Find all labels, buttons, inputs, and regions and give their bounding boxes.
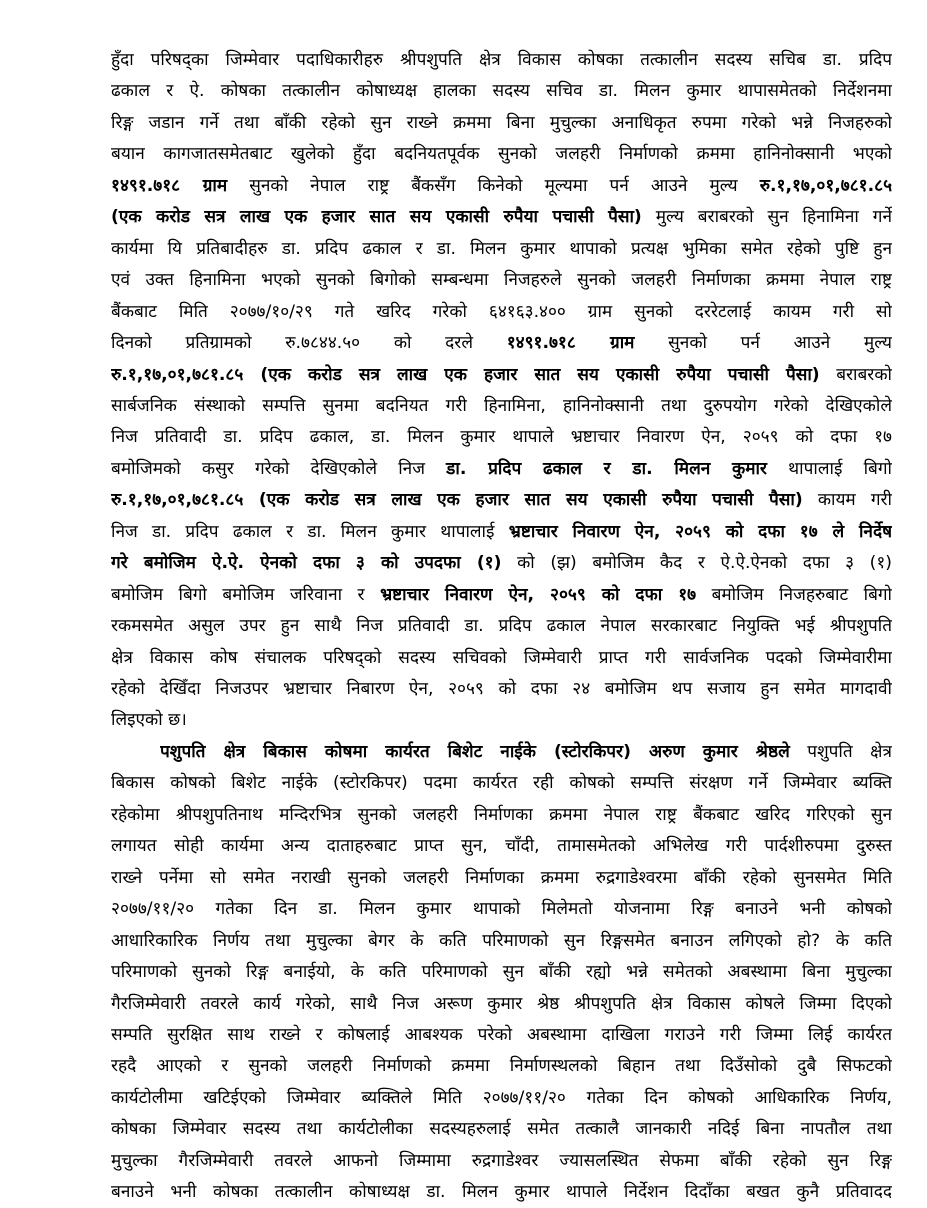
text-run: कार्यटोलीमा खटिईएको जिम्मेवार ब्यक्तिले मिति २०७७/११/२० गतेका दिन कोषको आधिकारिक निर्णय, — [111, 1087, 892, 1108]
bold-text: पशुपति क्षेत्र बिकास कोषमा कार्यरत बिशेट नाईके (स्टोरकिपर) अरुण कुमार श्रेष्ठले — [160, 741, 790, 762]
text-line — [111, 108, 892, 139]
text-run: बमोजिमको कसुर गरेको देखिएकोले निज — [111, 458, 447, 479]
text-line — [111, 517, 892, 548]
text-line — [111, 1146, 892, 1177]
text-line — [111, 171, 892, 202]
text-run: आधारिकारिक निर्णय तथा मुचुल्का बेगर के कति परिमाणको सुन रिङ्गसमेत बनाउन लगिएको हो? के कति — [111, 930, 892, 951]
bold-text: (एक करोड सत्र लाख एक हजार सात सय एकासी रुपैया पचासी पैसा) — [111, 207, 642, 228]
text-run: रिङ्ग जडान गर्ने तथा बाँकी रहेको सुन राख्ने क्रममा बिना मुचुल्का अनाधिकृत रुपमा गरेको भन्ने निजहरुको — [111, 112, 892, 133]
text-run: गैरजिम्मेवारी तवरले कार्य गरेको, साथै निज अरूण कुमार श्रेष्ठ श्रीपशुपति क्षेत्र विकास कोषले जिम्मा दिएको — [111, 993, 892, 1014]
text-line — [111, 422, 892, 453]
text-run: लगायत सोही कार्यमा अन्य दाताहरुबाट प्राप्त सुन, चाँदी, तामासमेतको अभिलेख गरी पार्दशीरुपमा दुरुस्त — [111, 836, 892, 857]
text-run: बमोजिम निजहरुबाट बिगो — [696, 584, 892, 605]
text-line — [111, 611, 892, 642]
text-line — [111, 234, 892, 265]
text-run: निज डा. प्रदिप ढकाल र डा. मिलन कुमार थापालाई — [111, 521, 509, 542]
text-run: परिमाणको सुनको रिङ्ग बनाईयो, के कति परिमाणको सुन बाँकी रह्यो भन्ने समेतको अबस्थामा बिना मुचुल्का — [111, 962, 892, 983]
text-run: कार्यमा यि प्रतिबादीहरु डा. प्रदिप ढकाल र डा. मिलन कुमार थापाको प्रत्यक्ष भुमिका समेत रहेको पुष्टि हुन — [111, 238, 892, 259]
text-line — [111, 548, 892, 579]
text-line — [111, 831, 892, 862]
bold-text: रु.१,१७,०१,७८१.८५ (एक करोड सत्र लाख एक हजार सात सय एकासी रुपैया पचासी पैसा) — [111, 364, 820, 385]
bold-text: रु.१,१७,०१,७८१.८५ (एक करोड सत्र लाख एक हजार सात सय एकासी रुपैया पचासी पैसा) — [111, 490, 803, 511]
text-line — [111, 76, 892, 107]
text-run: पशुपति क्षेत्र — [789, 741, 892, 762]
text-line — [111, 1177, 892, 1208]
text-line — [111, 202, 892, 233]
bold-text: रु.१,१७,०१,७८१.८५ — [759, 175, 892, 196]
text-line — [111, 139, 892, 170]
text-run: बैंकबाट मिति २०७७/१०/२९ गते खरिद गरेको ६४१६३.४०० ग्राम सुनको दररेटलाई कायम गरी सो — [111, 301, 892, 322]
text-line — [111, 328, 892, 359]
text-run: बयान कागजातसमेतबाट खुलेको हुँदा बदनियतपूर्वक सुनको जलहरी निर्माणको क्रममा हानिनोक्सानी भएको — [111, 144, 892, 165]
text-line — [111, 926, 892, 957]
text-line — [111, 1083, 892, 1114]
text-run: ढकाल र ऐ. कोषका तत्कालीन कोषाध्यक्ष हालका सदस्य सचिव डा. मिलन कुमार थापासमेतको निर्देशनमा — [111, 81, 892, 102]
text-line — [111, 800, 892, 831]
bold-text: १४९१.७१८ ग्राम — [506, 333, 635, 354]
text-line — [111, 297, 892, 328]
text-run: बिकास कोषको बिशेट नाईके (स्टोरकिपर) पदमा कार्यरत रही कोषको सम्पत्ति संरक्षण गर्ने जिम्मेवार ब्यक्ति — [111, 773, 892, 794]
text-run: रहदै आएको र सुनको जलहरी निर्माणको क्रममा निर्माणस्थलको बिहान तथा दिउँसोको दुबै सिफटको — [111, 1056, 892, 1077]
text-run: बनाउने भनी कोषका तत्कालीन कोषाध्यक्ष डा. मिलन कुमार थापाले निर्देशन दिदाँका बखत कुनै प्रतिवादद — [111, 1182, 892, 1203]
bold-text: भ्रष्टाचार निवारण ऐन, २०५९ को दफा १७ — [380, 584, 697, 605]
text-run: २०७७/११/२० गतेका दिन डा. मिलन कुमार थापाको मिलेमतो योजनामा रिङ्ग बनाउने भनी कोषको — [111, 899, 892, 920]
text-line — [111, 1051, 892, 1082]
text-line — [111, 768, 892, 799]
bold-text: गरे बमोजिम ऐ.ऐ. ऐनको दफा ३ को उपदफा (१) — [111, 553, 502, 574]
text-line — [111, 643, 892, 674]
text-line — [111, 1020, 892, 1051]
text-line — [111, 989, 892, 1020]
text-run: कोषका जिम्मेवार सदस्य तथा कार्यटोलीका सदस्यहरुलाई समेत तत्कालै जानकारी नदिई बिना नापतौल तथा — [111, 1119, 892, 1140]
text-run: दिनको प्रतिग्रामको रु.७८४४.५० को दरले — [111, 333, 507, 354]
bold-text: १४९१.७१८ ग्राम — [111, 175, 228, 196]
text-line — [111, 485, 892, 516]
text-line — [111, 863, 892, 894]
text-line — [111, 265, 892, 296]
text-run: थापालाई बिगो — [766, 458, 892, 479]
text-run: लिइएको छ। — [111, 710, 187, 731]
text-run: राख्ने पर्नेमा सो समेत नराखी सुनको जलहरी निर्माणका क्रममा रुद्रगाडेश्वरमा बाँकी रहेको सुनसमेत मिति — [111, 867, 892, 888]
text-line — [111, 391, 892, 422]
text-line — [111, 454, 892, 485]
text-run: मुल्य बराबरको सुन हिनामिना गर्ने — [641, 207, 892, 228]
text-run: कायम गरी — [802, 490, 892, 511]
text-run: सम्पति सुरक्षित साथ राख्ने र कोषलाई आबश्यक परेको अबस्थामा दाखिला गराउने गरी जिम्मा लिई कार्यरत — [111, 1024, 892, 1045]
text-run: एवं उक्त हिनामिना भएको सुनको बिगोको सम्बन्धमा निजहरुले सुनको जलहरी निर्माणका क्रममा नेपाल राष्ट्र — [111, 270, 892, 291]
text-line — [111, 1114, 892, 1145]
text-line — [111, 957, 892, 988]
text-run: को (झ) बमोजिम कैद र ऐ.ऐ.ऐनको दफा ३ (१) — [501, 553, 892, 574]
bold-text: भ्रष्टाचार निवारण ऐन, २०५९ को दफा १७ ले निर्देष — [508, 521, 892, 542]
text-run: सार्बजनिक संस्थाको सम्पत्ति सुनमा बदनियत गरी हिनामिना, हानिनोक्सानी तथा दुरुपयोग गरेको देखिएकोले — [111, 395, 892, 416]
text-line — [111, 360, 892, 391]
text-line — [111, 674, 892, 705]
text-run: रहेकोमा श्रीपशुपतिनाथ मन्दिरभित्र सुनको जलहरी निर्माणका क्रममा नेपाल राष्ट्र बैंकबाट खरिद गरिएको सुन — [111, 804, 892, 825]
text-run: बराबरको — [819, 364, 892, 385]
bold-text: डा. प्रदिप ढकाल र डा. मिलन कुमार — [446, 458, 767, 479]
text-run: रकमसमेत असुल उपर हुन साथै निज प्रतिवादी डा. प्रदिप ढकाल नेपाल सरकारबाट नियुक्ति भई श्रीपशुपति — [111, 616, 892, 637]
text-run: सुनको पर्न आउने मुल्य — [634, 333, 892, 354]
text-line — [111, 580, 892, 611]
text-run: सुनको नेपाल राष्ट्र बैंकसँग किनेको मूल्यमा पर्न आउने मुल्य — [227, 175, 760, 196]
text-run: बमोजिम बिगो बमोजिम जरिवाना र — [111, 584, 381, 605]
text-run: हुँदा परिषद्का जिम्मेवार पदाधिकारीहरु श्रीपशुपति क्षेत्र विकास कोषका तत्कालीन सदस्य सचिब डा. प्रदिप — [111, 50, 892, 70]
text-run: रहेको देखिँदा निजउपर भ्रष्टाचार निबारण ऐन, २०५९ को दफा २४ बमोजिम थप सजाय हुन समेत मागदावी — [111, 679, 892, 699]
text-run: क्षेत्र विकास कोष संचालक परिषद्को सदस्य सचिवको जिम्मेवारी प्राप्त गरी सार्वजनिक पदको जिम्मेवारीमा — [111, 647, 892, 668]
text-line — [111, 45, 892, 76]
text-line — [160, 737, 892, 768]
text-line — [111, 705, 892, 736]
text-line — [111, 894, 892, 925]
text-run: निज प्रतिवादी डा. प्रदिप ढकाल, डा. मिलन कुमार थापाले भ्रष्टाचार निवारण ऐन, २०५९ को दफा १७ — [111, 427, 892, 448]
text-run: मुचुल्का गैरजिम्मेवारी तवरले आफनो जिम्मामा रुद्रगाडेश्वर ज्यासलस्थित सेफमा बाँकी रहेको सुन रिङ्ग — [111, 1150, 892, 1171]
